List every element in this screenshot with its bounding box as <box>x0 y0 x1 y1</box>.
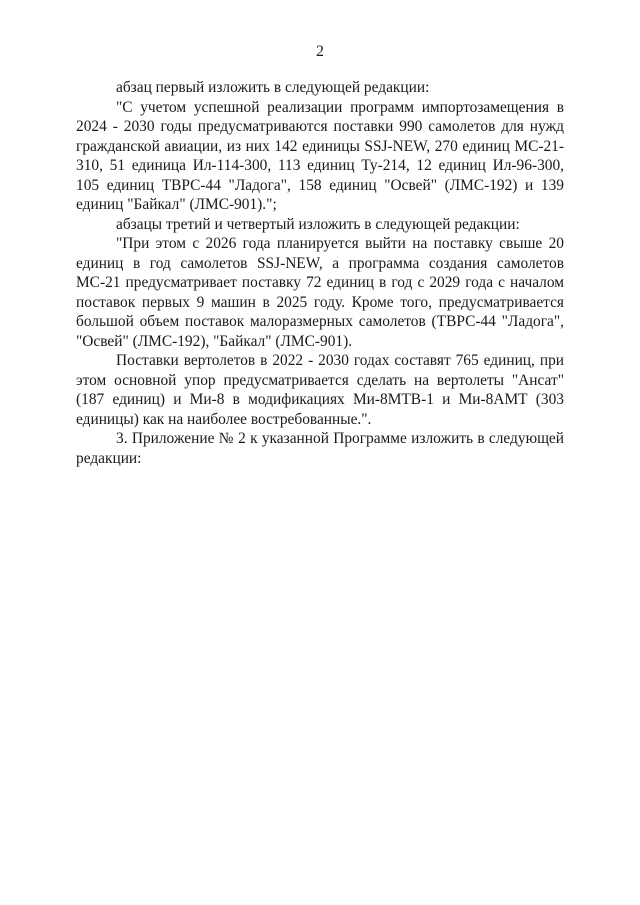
paragraph-aircraft-deliveries: "С учетом успешной реализации программ импортозамещения в 2024 - 2030 годы предусматриваются поставки 990 самолетов для нужд гражданской авиации, из них 142 единицы SSJ-NEW, 270 единиц МС-21-310, 51 единица Ил-114-300, 113 единиц Ту-214, 12 единиц Ил-96-300, 105 единиц ТВРС-44 "Ладога", 158 единиц "Освей" (ЛМС-192) и 139 единиц "Байкал" (ЛМС-901)."; <box>76 98 564 213</box>
paragraph-helicopter-deliveries: Поставки вертолетов в 2022 - 2030 годах составят 765 единиц, при этом основной упор предусматривается сделать на вертолеты "Ансат" (187 единиц) и Ми-8 в модификациях Ми-8МТВ-1 и Ми-8АМТ (303 единицы) как на наиболее востребованные.". <box>76 352 564 428</box>
paragraph-amend-third-fourth: абзацы третий и четвертый изложить в следующей редакции: <box>116 215 520 233</box>
paragraph-appendix-2: 3. Приложение № 2 к указанной Программе изложить в следующей редакции: <box>76 430 564 467</box>
paragraph-ssj-ms21-plans: "При этом с 2026 года планируется выйти на поставку свыше 20 единиц в год самолетов SSJ-NEW, а программа создания самолетов МС-21 предусматривает поставку 72 единиц в год с 2029 года с началом поставок первых 9 машин в 2025 году. Кроме того, предусматривается большой объем поставок малоразмерных самолетов (ТВРС-44 "Ладога", "Освей" (ЛМС-192), "Байкал" (ЛМС-901). <box>76 235 564 350</box>
document-body <box>76 78 564 468</box>
page-number: 2 <box>316 43 324 60</box>
paragraph-amend-first: абзац первый изложить в следующей редакции: <box>116 79 430 96</box>
